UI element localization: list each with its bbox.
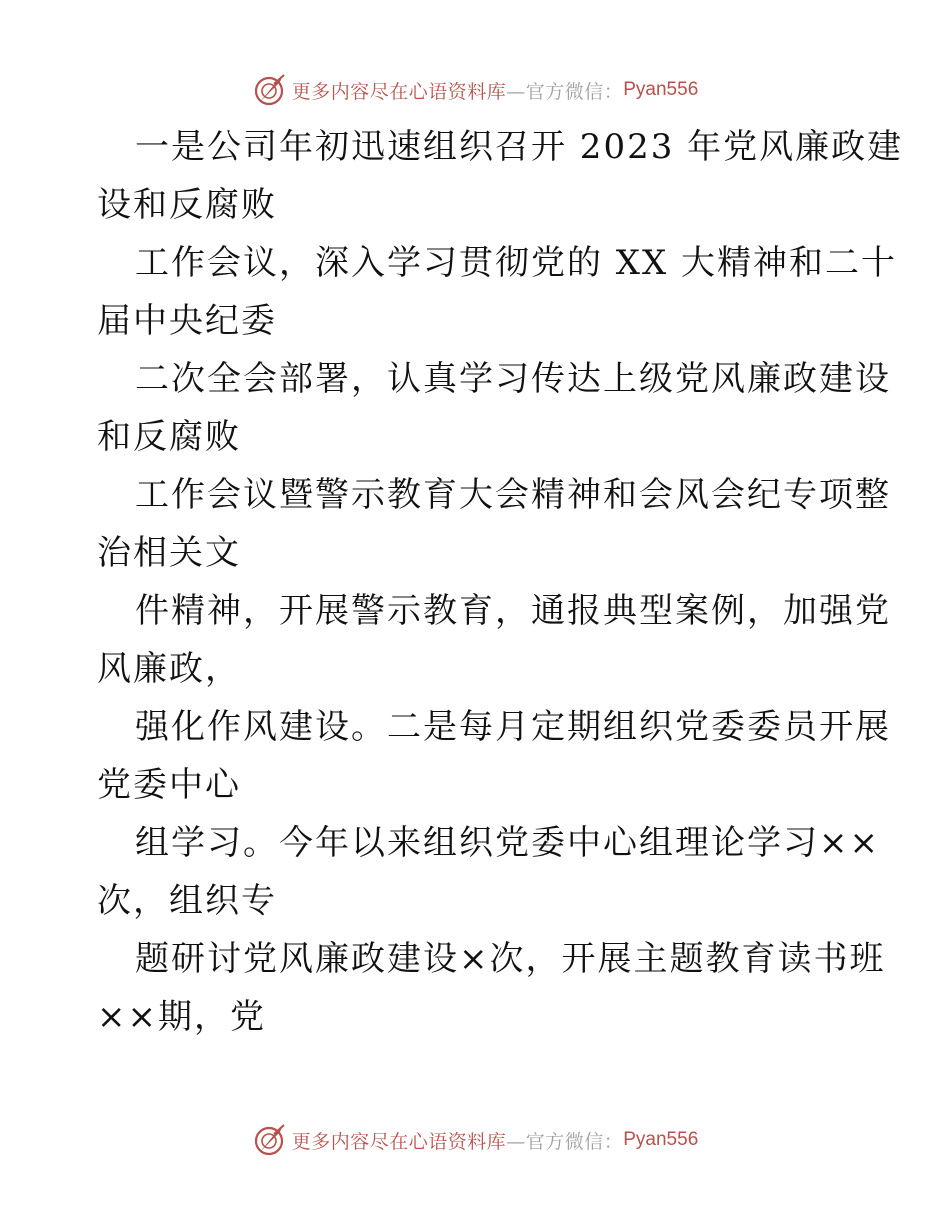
- body-line: 和反腐败: [97, 417, 241, 457]
- body-line: 风廉政，: [97, 649, 241, 689]
- footer-watermark: [0, 1120, 950, 1160]
- body-line: 次，组织专: [97, 881, 277, 921]
- body-line: 件精神，开展警示教育，通报典型案例，加强党: [135, 591, 891, 631]
- body-line: 组学习。今年以来组织党委中心组理论学习××: [135, 823, 880, 863]
- watermark-separator: —官方微信：: [506, 80, 624, 103]
- quill-seal-icon: [252, 72, 288, 108]
- quill-seal-icon: [252, 1122, 288, 1158]
- watermark-separator: —官方微信：: [506, 1130, 624, 1153]
- body-line: 工作会议，深入学习贯彻党的 XX 大精神和二十: [135, 243, 898, 283]
- watermark-wechat-id: Pyan556: [623, 1129, 699, 1150]
- watermark-text: 更多内容尽在心语资料库: [291, 80, 507, 103]
- body-line: 党委中心: [97, 765, 241, 805]
- body-line: 设和反腐败: [97, 185, 277, 225]
- watermark-wechat-id: Pyan556: [623, 79, 699, 100]
- document-body: [97, 118, 904, 1046]
- body-line: 治相关文: [97, 533, 241, 573]
- header-watermark: [0, 70, 950, 110]
- body-line: 强化作风建设。二是每月定期组织党委委员开展: [135, 707, 891, 747]
- body-line: 二次全会部署，认真学习传达上级党风廉政建设: [135, 359, 891, 399]
- body-line: 工作会议暨警示教育大会精神和会风会纪专项整: [135, 475, 891, 515]
- body-line: 题研讨党风廉政建设×次，开展主题教育读书班: [135, 939, 886, 979]
- body-line: 届中央纪委: [97, 301, 277, 341]
- watermark-text: 更多内容尽在心语资料库: [291, 1130, 507, 1153]
- body-line: ××期，党: [97, 997, 266, 1037]
- body-line: 一是公司年初迅速组织召开 2023 年党风廉政建: [135, 127, 904, 167]
